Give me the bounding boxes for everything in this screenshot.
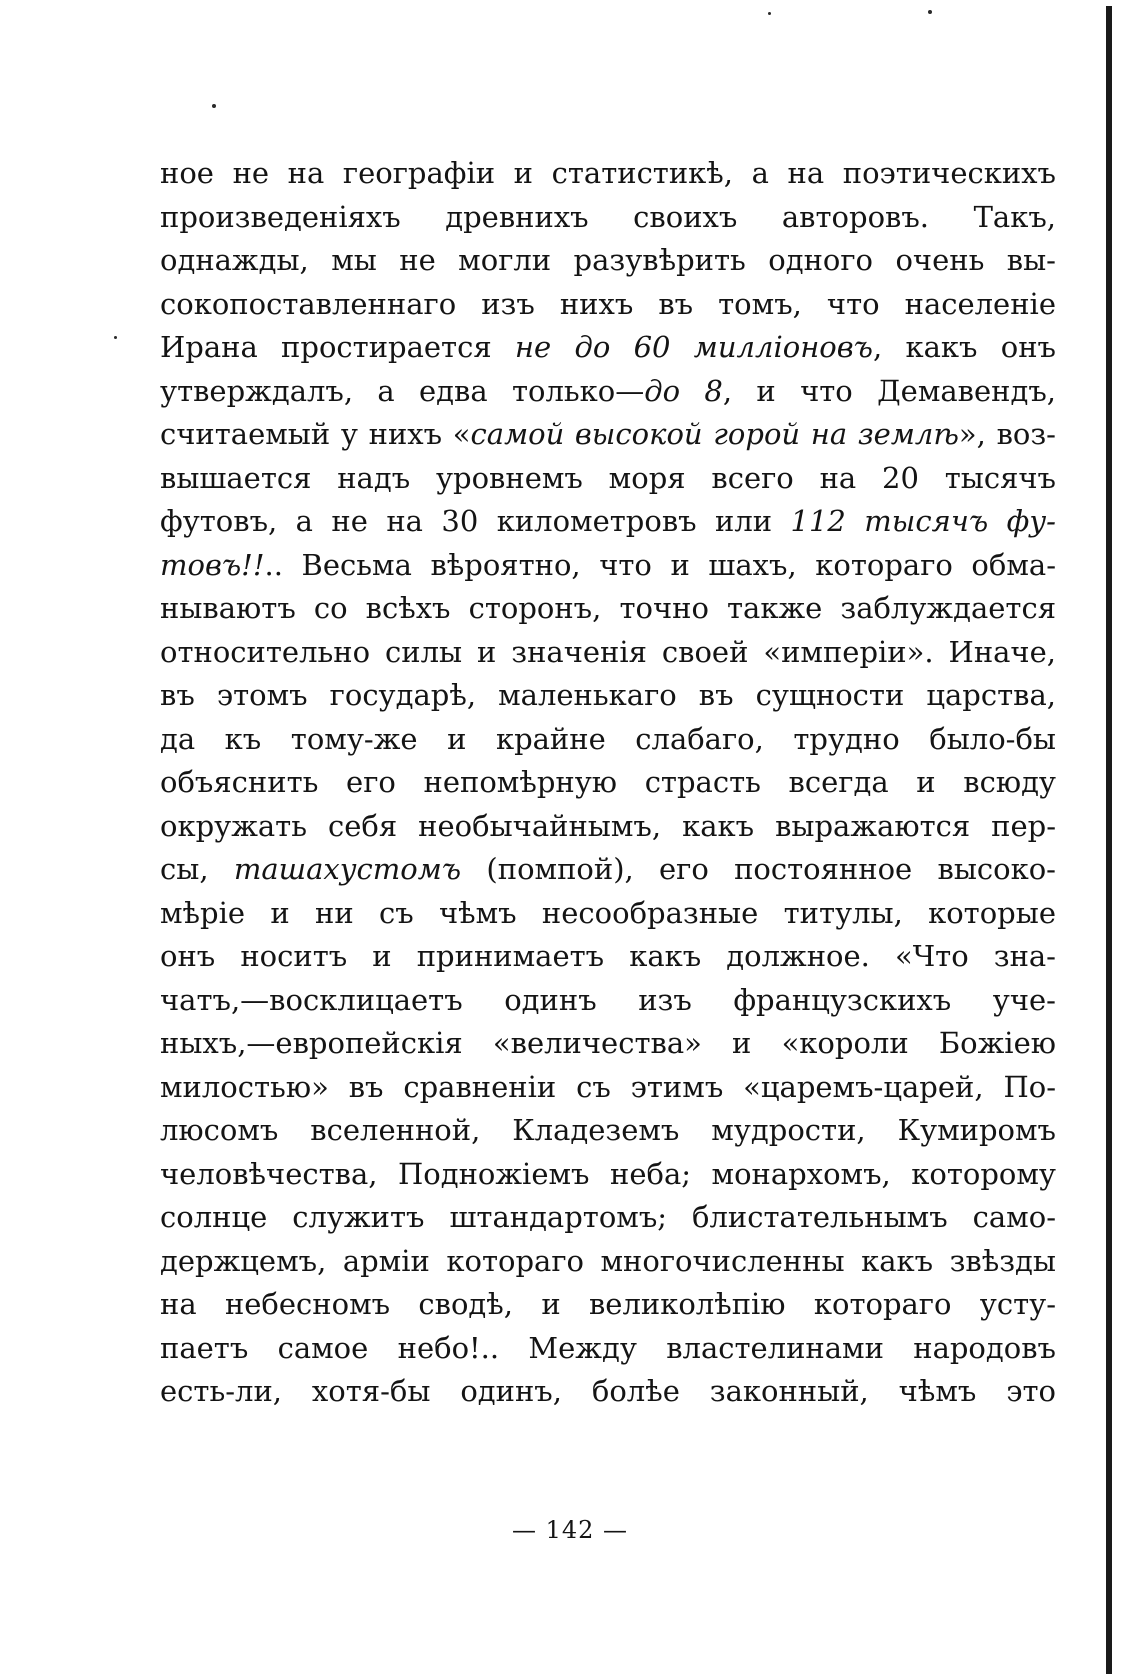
text-segment: вышается надъ уровнемъ моря всего на 20 тысячъ <box>160 460 1056 495</box>
italic-text-segment: товъ!! <box>160 547 265 582</box>
ink-speck <box>212 104 216 108</box>
text-segment: утверждалъ, а едва только— <box>160 373 645 408</box>
text-line <box>160 805 1056 849</box>
text-line <box>160 1327 1056 1371</box>
page-number: — 142 — <box>511 1516 629 1544</box>
text-line <box>160 587 1056 631</box>
text-line <box>160 283 1056 327</box>
italic-text-segment: не до 60 милліоновъ <box>514 330 873 364</box>
text-line <box>160 544 1056 588</box>
italic-text-segment: самой высокой горой на землѣ <box>470 417 959 451</box>
text-segment: человѣчества, Подножіемъ неба; монархомъ, которому <box>160 1156 1056 1191</box>
text-line <box>160 152 1056 196</box>
text-line <box>160 1196 1056 1240</box>
text-segment: ныхъ,—европейскія «величества» и «короли Божіею <box>160 1026 1056 1060</box>
text-line <box>160 413 1056 457</box>
text-line <box>160 718 1056 762</box>
text-line <box>160 1022 1056 1066</box>
text-segment: ное не на географіи и статистикѣ, а на поэтическихъ <box>160 156 1056 190</box>
text-line <box>160 239 1056 283</box>
text-segment: на небесномъ сводѣ, и великолѣпію котораго усту- <box>160 1287 1056 1321</box>
text-segment: нываютъ со всѣхъ сторонъ, точно также заблуждается <box>160 591 1056 625</box>
text-segment: есть-ли, хотя-бы одинъ, болѣе законный, чѣмъ это <box>160 1374 1056 1408</box>
text-line <box>160 761 1056 805</box>
text-line <box>160 326 1056 370</box>
text-line <box>160 370 1056 414</box>
text-segment: сокопоставленнаго изъ нихъ въ томъ, что населеніе <box>160 286 1056 321</box>
text-segment: держцемъ, арміи котораго многочисленны какъ звѣзды <box>160 1243 1056 1278</box>
text-line <box>160 979 1056 1023</box>
text-line <box>160 1370 1056 1414</box>
text-line <box>160 1109 1056 1153</box>
ink-speck <box>114 336 117 339</box>
text-line <box>160 935 1056 979</box>
text-line <box>160 196 1056 240</box>
text-segment: », воз- <box>958 417 1056 451</box>
body-text <box>160 152 1056 1414</box>
text-line <box>160 674 1056 718</box>
text-segment: , и что Демавендъ, <box>722 373 1056 408</box>
text-segment: объяснить его непомѣрную страсть всегда и всюду <box>160 765 1056 799</box>
text-segment: солнце служитъ штандартомъ; блистательнымъ само- <box>160 1200 1056 1234</box>
text-line <box>160 848 1056 892</box>
text-segment: (помпой), его постоянное высоко- <box>461 852 1056 886</box>
text-line <box>160 1066 1056 1110</box>
text-segment: онъ носитъ и принимаетъ какъ должное. «Что зна- <box>160 939 1056 973</box>
italic-text-segment: ташахустомъ <box>233 852 462 886</box>
text-segment: однажды, мы не могли разувѣрить одного очень вы- <box>160 243 1056 277</box>
text-segment: .. Весьма вѣроятно, что и шахъ, котораго обма- <box>264 547 1056 582</box>
text-segment: относительно силы и значенія своей «имперіи». Иначе, <box>160 634 1056 669</box>
text-segment: футовъ, а не на 30 километровъ или <box>160 504 791 538</box>
text-segment: паетъ самое небо!.. Между властелинами народовъ <box>160 1330 1056 1365</box>
text-line <box>160 1283 1056 1327</box>
text-segment: произведеніяхъ древнихъ своихъ авторовъ. Такъ, <box>160 199 1056 234</box>
text-segment: сы, <box>160 852 234 886</box>
text-segment: мѣріе и ни съ чѣмъ несообразные титулы, которые <box>160 895 1056 930</box>
text-line <box>160 1153 1056 1197</box>
italic-text-segment: до 8 <box>644 373 723 408</box>
text-line <box>160 500 1056 544</box>
page-edge-shadow <box>1106 6 1112 1674</box>
text-segment: люсомъ вселенной, Кладеземъ мудрости, Кумиромъ <box>160 1113 1056 1147</box>
text-segment: считаемый у нихъ « <box>160 417 471 451</box>
text-segment: , какъ онъ <box>872 330 1056 364</box>
text-segment: окружать себя необычайнымъ, какъ выражаются пер- <box>160 808 1056 843</box>
text-segment: чатъ,—восклицаетъ одинъ изъ французскихъ уче- <box>160 982 1056 1017</box>
text-line <box>160 892 1056 936</box>
text-line <box>160 457 1056 501</box>
text-line <box>160 631 1056 675</box>
text-segment: въ этомъ государѣ, маленькаго въ сущности царства, <box>160 678 1056 712</box>
italic-text-segment: 112 тысячъ фу- <box>790 504 1056 538</box>
text-segment: Ирана простирается <box>160 330 515 364</box>
text-line <box>160 1240 1056 1284</box>
ink-speck <box>928 10 932 14</box>
text-segment: милостью» въ сравненіи съ этимъ «царемъ-царей, По- <box>160 1069 1056 1104</box>
text-segment: да къ тому-же и крайне слабаго, трудно было-бы <box>160 721 1056 756</box>
ink-speck <box>768 12 771 15</box>
